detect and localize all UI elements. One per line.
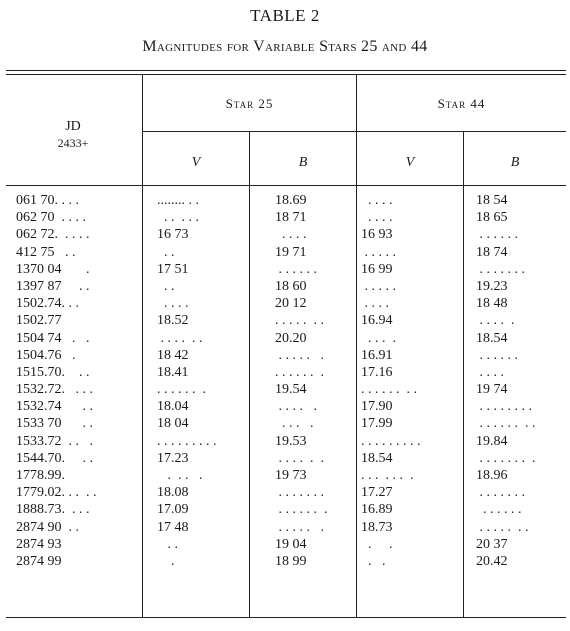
band-header-star44-b: B bbox=[510, 155, 520, 170]
table-row bbox=[0, 519, 570, 536]
star44-v-cell: . . . . bbox=[361, 193, 393, 208]
star44-v-cell: . . . . bbox=[361, 330, 396, 346]
jd-cell: 1397 87 . . bbox=[16, 278, 90, 294]
table-row bbox=[0, 484, 570, 501]
jd-cell: 1779.02. . . . . bbox=[16, 485, 97, 501]
star25-v-cell: 18.41 bbox=[157, 364, 189, 380]
star44-v-cell: 17.99 bbox=[361, 416, 393, 432]
star44-v-cell: . . . . . . . . . bbox=[361, 433, 421, 449]
star25-v-cell: . . . . bbox=[157, 468, 203, 483]
star44-subrule bbox=[357, 131, 566, 132]
star44-b-cell: . . . . . . bbox=[476, 227, 518, 243]
star44-v-cell: 18.73 bbox=[361, 519, 393, 535]
star44-v-cell: 17.16 bbox=[361, 364, 393, 380]
table-row bbox=[0, 192, 570, 209]
jd-cell: 062 72. . . . . bbox=[16, 227, 90, 243]
star25-b-cell: 18.69 bbox=[275, 193, 307, 208]
table-row bbox=[0, 226, 570, 243]
star25-b-cell: . . . . . . . bbox=[275, 313, 324, 329]
star25-b-cell: . . . . . . bbox=[275, 450, 324, 466]
table-number: TABLE 2 bbox=[250, 6, 320, 25]
star44-b-cell: 19 74 bbox=[476, 382, 508, 398]
star25-v-cell: 18 42 bbox=[157, 347, 189, 363]
jd-cell: 1544.70. . . bbox=[16, 450, 93, 466]
star44-v-cell: 17.27 bbox=[361, 485, 393, 501]
table-row bbox=[0, 295, 570, 312]
jd-cell: 412 75 . . bbox=[16, 244, 76, 260]
jd-cell: 062 70 . . . . bbox=[16, 210, 86, 226]
jd-header bbox=[8, 118, 138, 152]
star25-v-cell: 18.52 bbox=[157, 313, 189, 329]
table-row bbox=[0, 536, 570, 553]
star44-v-cell: 16.91 bbox=[361, 347, 393, 363]
jd-cell: 1502.77 bbox=[16, 313, 62, 329]
star44-b-cell: . . . . . . . . bbox=[476, 450, 536, 466]
star44-b-cell: . . . . . bbox=[476, 313, 515, 329]
table-row bbox=[0, 330, 570, 347]
table-row bbox=[0, 312, 570, 329]
star25-b-cell: . . . . . . bbox=[275, 519, 324, 535]
jd-cell: 1532.72. . . . bbox=[16, 382, 93, 398]
star44-v-cell: . . . . . bbox=[361, 278, 396, 294]
star44-b-cell: . . . . . . . bbox=[476, 519, 529, 535]
star44-v-cell: 18.54 bbox=[361, 450, 393, 466]
table-row bbox=[0, 364, 570, 381]
star25-v-cell: 18.08 bbox=[157, 485, 189, 501]
star25-b-cell: 20.20 bbox=[275, 330, 307, 346]
star44-v-cell: . . bbox=[361, 553, 386, 569]
jd-cell: 1515.70. . . bbox=[16, 364, 90, 380]
star25-b-cell: 19 71 bbox=[275, 244, 307, 260]
star44-b-cell: 18 65 bbox=[476, 210, 508, 226]
star44-b-cell: . . . . bbox=[476, 364, 504, 380]
star25-b-cell: 18 99 bbox=[275, 553, 307, 569]
top-rule-1 bbox=[6, 70, 566, 71]
star25-b-cell: . . . . bbox=[275, 227, 307, 243]
star25-b-cell: . . . . bbox=[275, 416, 314, 432]
star25-v-cell: . . . . . bbox=[157, 210, 199, 226]
star25-b-cell: . . . . . bbox=[275, 399, 317, 415]
table-row bbox=[0, 347, 570, 364]
table-row bbox=[0, 398, 570, 415]
jd-cell: 2874 99 bbox=[16, 553, 62, 569]
table-row bbox=[0, 467, 570, 484]
star25-v-cell: 17 48 bbox=[157, 519, 189, 535]
star25-v-cell: . . . . . . . bbox=[157, 382, 206, 398]
star25-v-cell: 17.23 bbox=[157, 450, 189, 466]
star44-b-cell: 18 54 bbox=[476, 193, 508, 208]
table-row bbox=[0, 261, 570, 278]
star44-b-cell: . . . . . . . bbox=[476, 261, 525, 277]
jd-cell: 1370 04 . bbox=[16, 261, 90, 277]
band-header-star25-v: V bbox=[191, 155, 201, 170]
star44-v-cell: . . . . . . . . bbox=[361, 382, 417, 398]
star44-v-cell: 16 93 bbox=[361, 227, 393, 243]
star25-v-cell: . . . . . . bbox=[157, 330, 203, 346]
star25-v-cell: 18.04 bbox=[157, 399, 189, 415]
header-rule bbox=[6, 185, 566, 186]
star44-b-cell: 20.42 bbox=[476, 553, 508, 569]
table-row bbox=[0, 415, 570, 432]
star44-b-cell: . . . . . . bbox=[476, 347, 518, 363]
star25-header: Star 25 bbox=[225, 96, 274, 111]
band-header-star44-v: V bbox=[405, 155, 415, 170]
bottom-rule bbox=[6, 617, 566, 618]
star44-v-cell: . . . . . . . bbox=[361, 468, 414, 483]
star44-v-cell: . . . . . bbox=[361, 244, 396, 260]
star25-b-cell: 19 73 bbox=[275, 468, 307, 483]
star44-v-cell: . . . . bbox=[361, 296, 389, 312]
star25-b-cell: . . . . . . . bbox=[275, 502, 328, 518]
star44-v-cell: 16 99 bbox=[361, 261, 393, 277]
star44-v-cell: 16.89 bbox=[361, 502, 393, 518]
table-title: Magnitudes for Variable Stars 25 and 44 bbox=[142, 38, 428, 55]
star25-v-cell: . . bbox=[157, 536, 178, 552]
jd-cell: 1504.76 . bbox=[16, 347, 76, 363]
star25-b-cell: 18 60 bbox=[275, 278, 307, 294]
band-header-star25-b: B bbox=[298, 155, 308, 170]
table-row bbox=[0, 244, 570, 261]
jd-cell: 1502.74. . . bbox=[16, 296, 79, 312]
star44-b-cell: . . . . . . bbox=[476, 502, 522, 518]
jd-offset: 2433+ bbox=[57, 136, 89, 150]
star25-b-cell: . . . . . . bbox=[275, 347, 324, 363]
star25-v-cell: 16 73 bbox=[157, 227, 189, 243]
star25-b-cell: . . . . . . . bbox=[275, 485, 324, 501]
table-row bbox=[0, 450, 570, 467]
star25-v-cell: 17.09 bbox=[157, 502, 189, 518]
star44-v-cell: . . . . bbox=[361, 210, 393, 226]
jd-cell: 1532.74 . . bbox=[16, 399, 93, 415]
star44-header: Star 44 bbox=[437, 96, 486, 111]
star25-v-cell: 18 04 bbox=[157, 416, 189, 432]
table-row bbox=[0, 381, 570, 398]
star44-v-cell: 17.90 bbox=[361, 399, 393, 415]
star25-v-cell: . . . . . . . . . bbox=[157, 433, 217, 449]
table-body bbox=[0, 192, 570, 570]
star25-b-cell: 19.54 bbox=[275, 382, 307, 398]
star44-b-cell: 18 74 bbox=[476, 244, 508, 260]
star44-b-cell: . . . . . . . . bbox=[476, 416, 536, 432]
jd-cell: 2874 93 bbox=[16, 536, 62, 552]
table-row bbox=[0, 278, 570, 295]
table-row bbox=[0, 501, 570, 518]
table-row bbox=[0, 553, 570, 570]
jd-cell: 1533 70 . . bbox=[16, 416, 93, 432]
jd-cell: 061 70. . . . bbox=[16, 193, 79, 208]
star25-v-cell: 17 51 bbox=[157, 261, 189, 277]
star25-subrule bbox=[143, 131, 356, 132]
star44-b-cell: 20 37 bbox=[476, 536, 508, 552]
table-row bbox=[0, 209, 570, 226]
star25-v-cell: ........ . . bbox=[157, 193, 199, 208]
star25-v-cell: . bbox=[157, 553, 175, 569]
jd-label: JD bbox=[65, 119, 81, 134]
star25-b-cell: 20 12 bbox=[275, 296, 307, 312]
star25-b-cell: . . . . . . . bbox=[275, 364, 324, 380]
star44-v-cell: . . bbox=[361, 536, 393, 552]
top-rule-2 bbox=[6, 74, 566, 75]
star44-b-cell: 19.23 bbox=[476, 278, 508, 294]
star25-v-cell: . . bbox=[157, 278, 175, 294]
star25-b-cell: 19 04 bbox=[275, 536, 307, 552]
star44-b-cell: . . . . . . . bbox=[476, 485, 525, 501]
star44-b-cell: 18.54 bbox=[476, 330, 508, 346]
star44-b-cell: 18.96 bbox=[476, 468, 508, 483]
jd-cell: 1533.72 . . . bbox=[16, 433, 93, 449]
star44-b-cell: 19.84 bbox=[476, 433, 508, 449]
star44-b-cell: 18 48 bbox=[476, 296, 508, 312]
star25-b-cell: 18 71 bbox=[275, 210, 307, 226]
star25-v-cell: . . . . bbox=[157, 296, 189, 312]
jd-cell: 1888.73. . . . bbox=[16, 502, 90, 518]
star25-v-cell: . . bbox=[157, 244, 175, 260]
jd-cell: 1778.99. bbox=[16, 468, 65, 483]
star44-v-cell: 16.94 bbox=[361, 313, 393, 329]
jd-cell: 2874 90 . . bbox=[16, 519, 79, 535]
jd-cell: 1504 74 . . bbox=[16, 330, 90, 346]
table-row bbox=[0, 433, 570, 450]
star44-b-cell: . . . . . . . . bbox=[476, 399, 532, 415]
star25-b-cell: 19.53 bbox=[275, 433, 307, 449]
star25-b-cell: . . . . . . bbox=[275, 261, 317, 277]
